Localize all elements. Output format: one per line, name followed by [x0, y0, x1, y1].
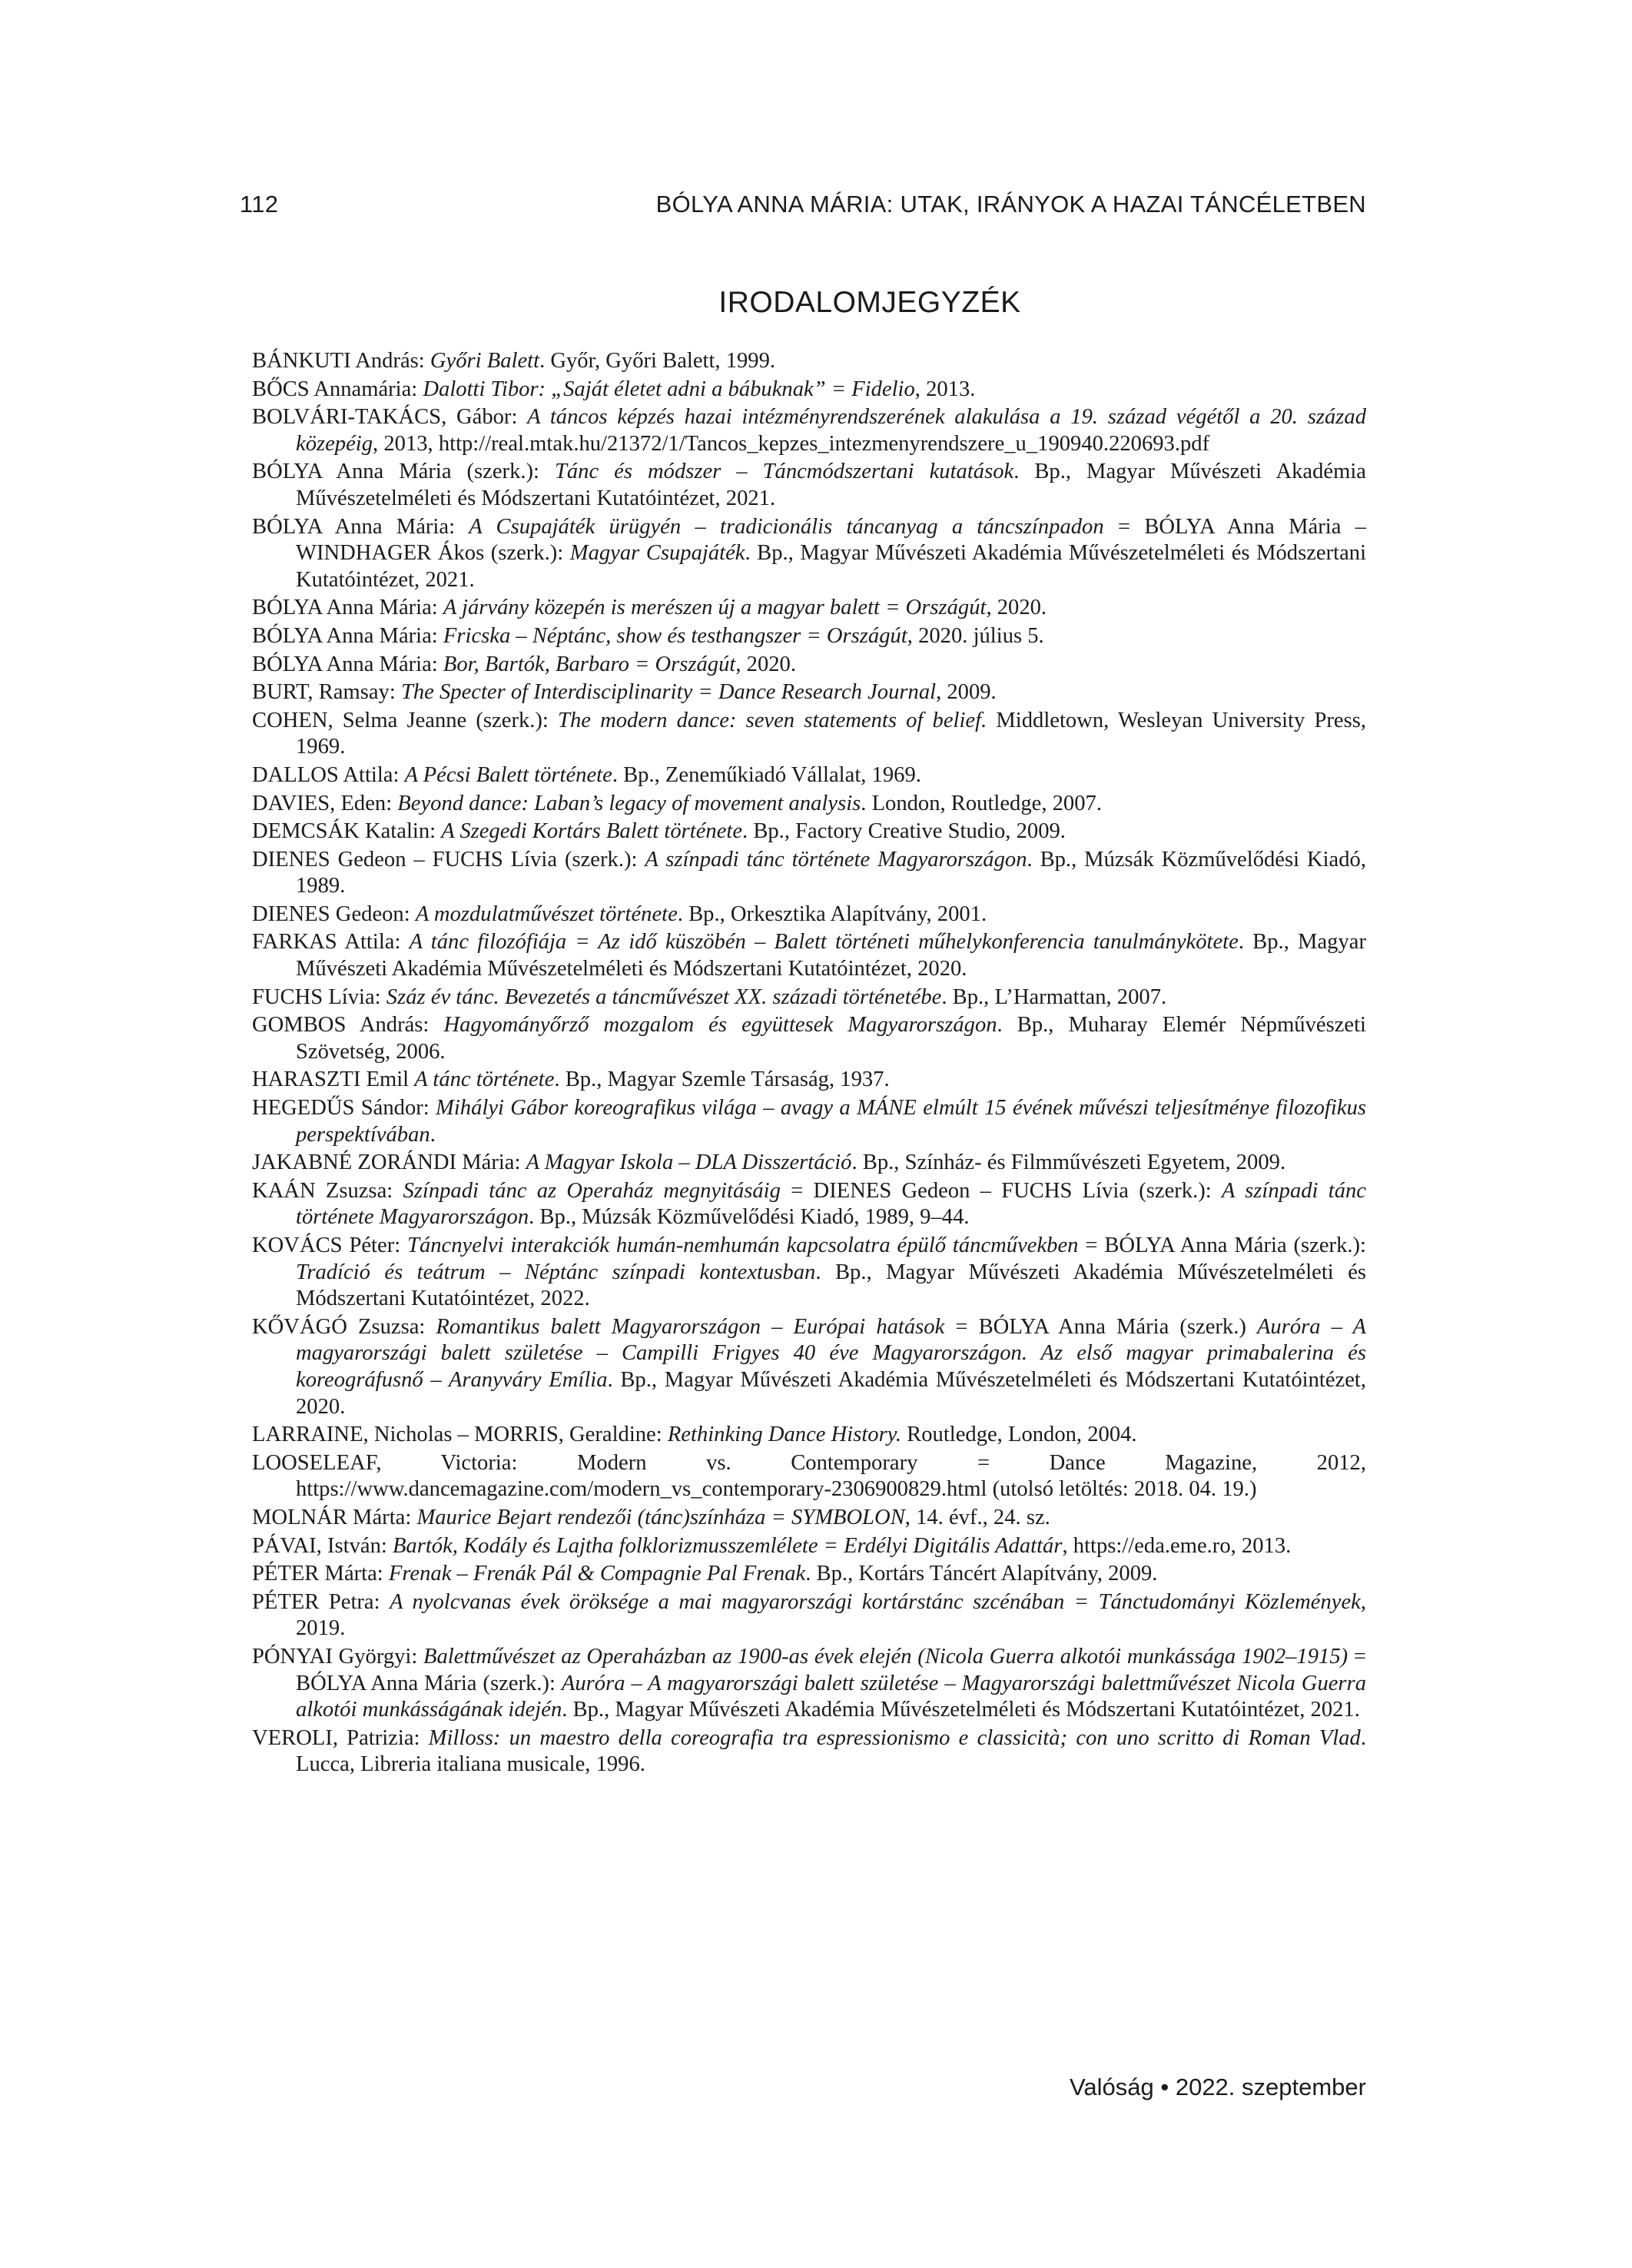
reference-entry: [252, 1233, 1366, 1313]
reference-text: PÉTER Petra:: [252, 1589, 390, 1614]
reference-entry: [252, 819, 1366, 845]
reference-text: PÓNYAI Györgyi:: [252, 1644, 424, 1669]
reference-text: KŐVÁGÓ Zsuzsa:: [252, 1314, 436, 1339]
reference-text: . London, Routledge, 2007.: [861, 791, 1102, 815]
reference-entry: [252, 708, 1366, 761]
reference-text: = BÓLYA Anna Mária (szerk.):: [1078, 1234, 1366, 1257]
reference-text: BÓLYA Anna Mária:: [252, 652, 443, 676]
footer-publication: Valóság • 2022. szeptember: [1070, 2074, 1366, 2100]
reference-text: BÁNKUTI András:: [252, 349, 430, 373]
reference-title: Auróra – A magyarországi balett születése – Magyarországi balettművészet Nicola Guerra alkotói munkásságának idején: [296, 1671, 1366, 1722]
reference-entry: [252, 623, 1366, 650]
reference-text: . Bp., Magyar Művészeti Akadémia Művészetelméleti és Módszertani Kutatóintézet, 2022.: [296, 1260, 1367, 1311]
reference-text: . Bp., Factory Creative Studio, 2009.: [742, 819, 1066, 844]
reference-title: Rethinking Dance History.: [667, 1423, 901, 1447]
page-number: 112: [240, 191, 279, 218]
reference-text: DAVIES, Eden:: [252, 791, 398, 815]
reference-entry: [252, 1450, 1366, 1503]
reference-entry: [252, 1012, 1366, 1065]
reference-entry: [252, 1067, 1366, 1094]
reference-title: A mozdulatművészet története: [415, 902, 678, 926]
reference-text: , 2019.: [296, 1589, 1366, 1641]
reference-text: LARRAINE, Nicholas – MORRIS, Geraldine:: [252, 1423, 668, 1447]
reference-title: The Specter of Interdisciplinarity = Dance Research Journal: [400, 680, 937, 705]
reference-text: . Győr, Győri Balett, 1999.: [539, 349, 776, 373]
reference-text: . Bp., Kortárs Táncért Alapítvány, 2009.: [805, 1562, 1158, 1586]
reference-title: A tánc filozófiája = Az idő küszöbén – Balett történeti műhelykonferencia tanulmánykötete: [409, 930, 1239, 955]
reference-title: Romantikus balett Magyarországon – Európai hatások: [436, 1314, 945, 1339]
reference-title: Frenak – Frenák Pál & Compagnie Pal Frenak: [388, 1562, 806, 1586]
reference-text: = BÓLYA Anna Mária – WINDHAGER Ákos (szerk.):: [296, 514, 1366, 566]
reference-title: A Csupajáték ürügyén – tradicionális táncanyag a táncszínpadon: [469, 514, 1104, 539]
reference-text: .: [430, 1122, 436, 1147]
reference-entry: [252, 348, 1366, 375]
reference-entry: [252, 791, 1366, 818]
reference-text: = BÓLYA Anna Mária (szerk.): [944, 1314, 1257, 1339]
reference-title: A Szegedi Kortárs Balett története: [441, 819, 743, 844]
reference-entry: [252, 679, 1366, 706]
reference-text: , 2020.: [986, 596, 1047, 620]
reference-text: FARKAS Attila:: [252, 930, 410, 955]
reference-entry: [252, 1725, 1366, 1778]
reference-text: . Bp., Muharay Elemér Népművészeti Szövetség, 2006.: [296, 1013, 1366, 1064]
reference-title: Fricska – Néptánc, show és testhangszer = Országút: [443, 623, 907, 648]
reference-entry: [252, 929, 1366, 982]
reference-text: = BÓLYA Anna Mária (szerk.):: [296, 1644, 1367, 1695]
reference-entry: [252, 1533, 1366, 1560]
reference-entry: [252, 1422, 1366, 1449]
reference-title: Dalotti Tibor: „Saját életet adni a bábuknak” = Fidelio: [423, 377, 915, 401]
reference-text: VEROLI, Patrizia:: [252, 1725, 429, 1750]
reference-title: A táncos képzés hazai intézményrendszerének alakulása a 19. század végétől a 20. század közepéig: [296, 405, 1366, 456]
reference-text: . Bp., Zeneműkiadó Vállalat, 1969.: [612, 762, 921, 787]
reference-title: Auróra – A magyarországi balett születése – Campilli Frigyes 40 éve Magyarországon. Az első magyar primabalerina és koreográfusnő – Aranyváry Emília: [296, 1314, 1366, 1392]
reference-text: . Bp., Magyar Művészeti Akadémia Művészetelméleti és Módszertani Kutatóintézet, 2021.: [296, 460, 1366, 510]
reference-entry: [252, 1644, 1366, 1724]
reference-text: DEMCSÁK Katalin:: [252, 819, 442, 844]
reference-text: . Bp., Színház- és Filmművészeti Egyetem, 2009.: [851, 1151, 1286, 1175]
reference-text: . Bp., Orkesztika Alapítvány, 2001.: [677, 902, 987, 926]
reference-title: A tánc története: [414, 1068, 555, 1092]
reference-title: Bor, Bartók, Barbaro = Országút: [443, 652, 736, 676]
reference-text: , 2020. július 5.: [907, 623, 1044, 648]
section-title: IRODALOMJEGYZÉK: [718, 286, 1021, 319]
reference-title: Száz év tánc. Bevezetés a táncművészet XX. századi történetébe: [386, 985, 942, 1009]
reference-text: KOVÁCS Péter:: [252, 1234, 408, 1257]
reference-text: HARASZTI Emil: [252, 1068, 415, 1092]
reference-text: . Bp., Magyar Művészeti Akadémia Művészetelméleti és Módszertani Kutatóintézet, 2020.: [296, 930, 1366, 981]
reference-title: Magyar Csupajáték: [569, 541, 745, 566]
reference-text: BÓLYA Anna Mária:: [252, 514, 469, 539]
reference-entry: [252, 1095, 1366, 1148]
reference-entry: [252, 1505, 1366, 1532]
reference-title: Bartók, Kodály és Lajtha folklorizmusszemlélete = Erdélyi Digitális Adattár: [392, 1533, 1063, 1558]
reference-title: Hagyományőrző mozgalom és együttesek Magyarországon: [443, 1013, 997, 1038]
reference-entry: [252, 985, 1366, 1011]
reference-title: Győri Balett: [430, 349, 540, 373]
reference-text: . Bp., L’Harmattan, 2007.: [941, 985, 1167, 1009]
reference-text: PÉTER Márta:: [252, 1562, 389, 1586]
reference-text: BÓLYA Anna Mária:: [252, 623, 443, 648]
reference-title: Táncnyelvi interakciók humán-nemhumán kapcsolatra épülő táncművekben: [407, 1234, 1079, 1257]
reference-title: Maurice Bejart rendezői (tánc)színháza = SYMBOLON: [416, 1505, 905, 1529]
reference-text: COHEN, Selma Jeanne (szerk.):: [252, 708, 559, 732]
reference-entry: [252, 762, 1366, 789]
reference-text: JAKABNÉ ZORÁNDI Mária:: [252, 1151, 526, 1175]
reference-entry: [252, 902, 1366, 928]
reference-title: The modern dance: seven statements of belief.: [558, 708, 987, 732]
reference-entry: [252, 377, 1366, 403]
reference-text: BURT, Ramsay:: [252, 680, 401, 705]
reference-title: A nyolcvanas évek öröksége a mai magyarországi kortárstánc szcénában = Tánctudományi Közlemények: [390, 1589, 1361, 1614]
reference-text: . Bp., Magyar Művészeti Akadémia Művészetelméleti és Módszertani Kutatóintézet, 2020.: [296, 1367, 1366, 1419]
reference-text: BŐCS Annamária:: [252, 377, 423, 401]
reference-list: [252, 348, 1366, 1780]
reference-text: . Lucca, Libreria italiana musicale, 1996.: [296, 1725, 1367, 1777]
reference-text: LOOSELEAF, Victoria: Modern vs. Contemporary = Dance Magazine, 2012, https://www.dancemagazine.com/modern_vs_contemporary-2306900829.html (utolsó letöltés: 2018. 04. 19.): [252, 1450, 1366, 1502]
reference-text: GOMBOS András:: [252, 1013, 444, 1038]
reference-text: KAÁN Zsuzsa:: [252, 1178, 403, 1203]
reference-title: Balettművészet az Operaházban az 1900-as évek elején (Nicola Guerra alkotói munkássága 1902–1915): [423, 1644, 1348, 1669]
reference-entry: [252, 652, 1366, 679]
reference-entry: [252, 514, 1366, 594]
reference-title: Beyond dance: Laban’s legacy of movement analysis: [397, 791, 861, 815]
reference-text: , 2020.: [735, 652, 796, 676]
reference-text: , https://eda.eme.ro, 2013.: [1062, 1533, 1292, 1558]
reference-entry: [252, 1589, 1366, 1642]
reference-title: A színpadi tánc története Magyarországon: [296, 1178, 1366, 1230]
reference-text: Routledge, London, 2004.: [901, 1423, 1137, 1447]
reference-text: DIENES Gedeon:: [252, 902, 416, 926]
reference-entry: [252, 595, 1366, 622]
reference-title: Tradíció és teátrum – Néptánc színpadi kontextusban: [296, 1260, 816, 1284]
reference-title: A Pécsi Balett története: [404, 762, 612, 787]
reference-text: , 14. évf., 24. sz.: [904, 1505, 1050, 1529]
reference-text: = DIENES Gedeon – FUCHS Lívia (szerk.):: [780, 1178, 1222, 1203]
reference-entry: [252, 459, 1366, 512]
reference-text: BÓLYA Anna Mária (szerk.):: [252, 460, 555, 484]
reference-title: Milloss: un maestro della coreografia tra espressionismo e classicità; con uno scritto di Roman Vlad: [428, 1725, 1361, 1750]
reference-entry: [252, 404, 1366, 457]
reference-title: Mihályi Gábor koreografikus világa – avagy a MÁNE elmúlt 15 évének művészi teljesítménye filozofikus perspektívában: [296, 1096, 1366, 1147]
reference-text: , 2009.: [936, 680, 997, 705]
reference-entry: [252, 1178, 1366, 1231]
reference-title: Tánc és módszer – Táncmódszertani kutatások: [554, 460, 1014, 484]
reference-text: Middletown, Wesleyan University Press, 1969.: [296, 708, 1366, 759]
reference-text: FUCHS Lívia:: [252, 985, 386, 1009]
reference-text: BOLVÁRI-TAKÁCS, Gábor:: [252, 405, 528, 430]
reference-text: . Bp., Múzsák Közművelődési Kiadó, 1989.: [296, 847, 1366, 898]
reference-title: A színpadi tánc története Magyarországon: [645, 847, 1027, 872]
reference-entry: [252, 847, 1366, 900]
reference-text: . Bp., Múzsák Közművelődési Kiadó, 1989, 9–44.: [529, 1205, 970, 1230]
reference-text: , 2013.: [914, 377, 976, 401]
reference-title: A Magyar Iskola – DLA Disszertáció: [526, 1151, 852, 1175]
reference-text: , 2013, http://real.mtak.hu/21372/1/Tancos_kepzes_intezmenyrendszere_u_190940.220693.pdf: [373, 431, 1210, 456]
reference-text: DALLOS Attila:: [252, 762, 405, 787]
reference-text: DIENES Gedeon – FUCHS Lívia (szerk.):: [252, 847, 645, 872]
reference-text: PÁVAI, István:: [252, 1533, 393, 1558]
reference-entry: [252, 1314, 1366, 1420]
running-head: BÓLYA ANNA MÁRIA: UTAK, IRÁNYOK A HAZAI TÁNCÉLETBEN: [655, 191, 1366, 218]
reference-entry: [252, 1150, 1366, 1177]
reference-text: BÓLYA Anna Mária:: [252, 596, 443, 620]
reference-title: A járvány közepén is merészen új a magyar balett = Országút: [443, 596, 987, 620]
reference-text: MOLNÁR Márta:: [252, 1505, 417, 1529]
reference-text: . Bp., Magyar Szemle Társaság, 1937.: [554, 1068, 890, 1092]
reference-text: HEGEDŰS Sándor:: [252, 1096, 436, 1121]
reference-text: . Bp., Magyar Művészeti Akadémia Művészetelméleti és Módszertani Kutatóintézet, 2021.: [296, 541, 1367, 592]
reference-text: . Bp., Magyar Művészeti Akadémia Művészetelméleti és Módszertani Kutatóintézet, 2021.: [562, 1698, 1360, 1722]
reference-title: Színpadi tánc az Operaház megnyitásáig: [403, 1178, 781, 1203]
reference-entry: [252, 1561, 1366, 1588]
